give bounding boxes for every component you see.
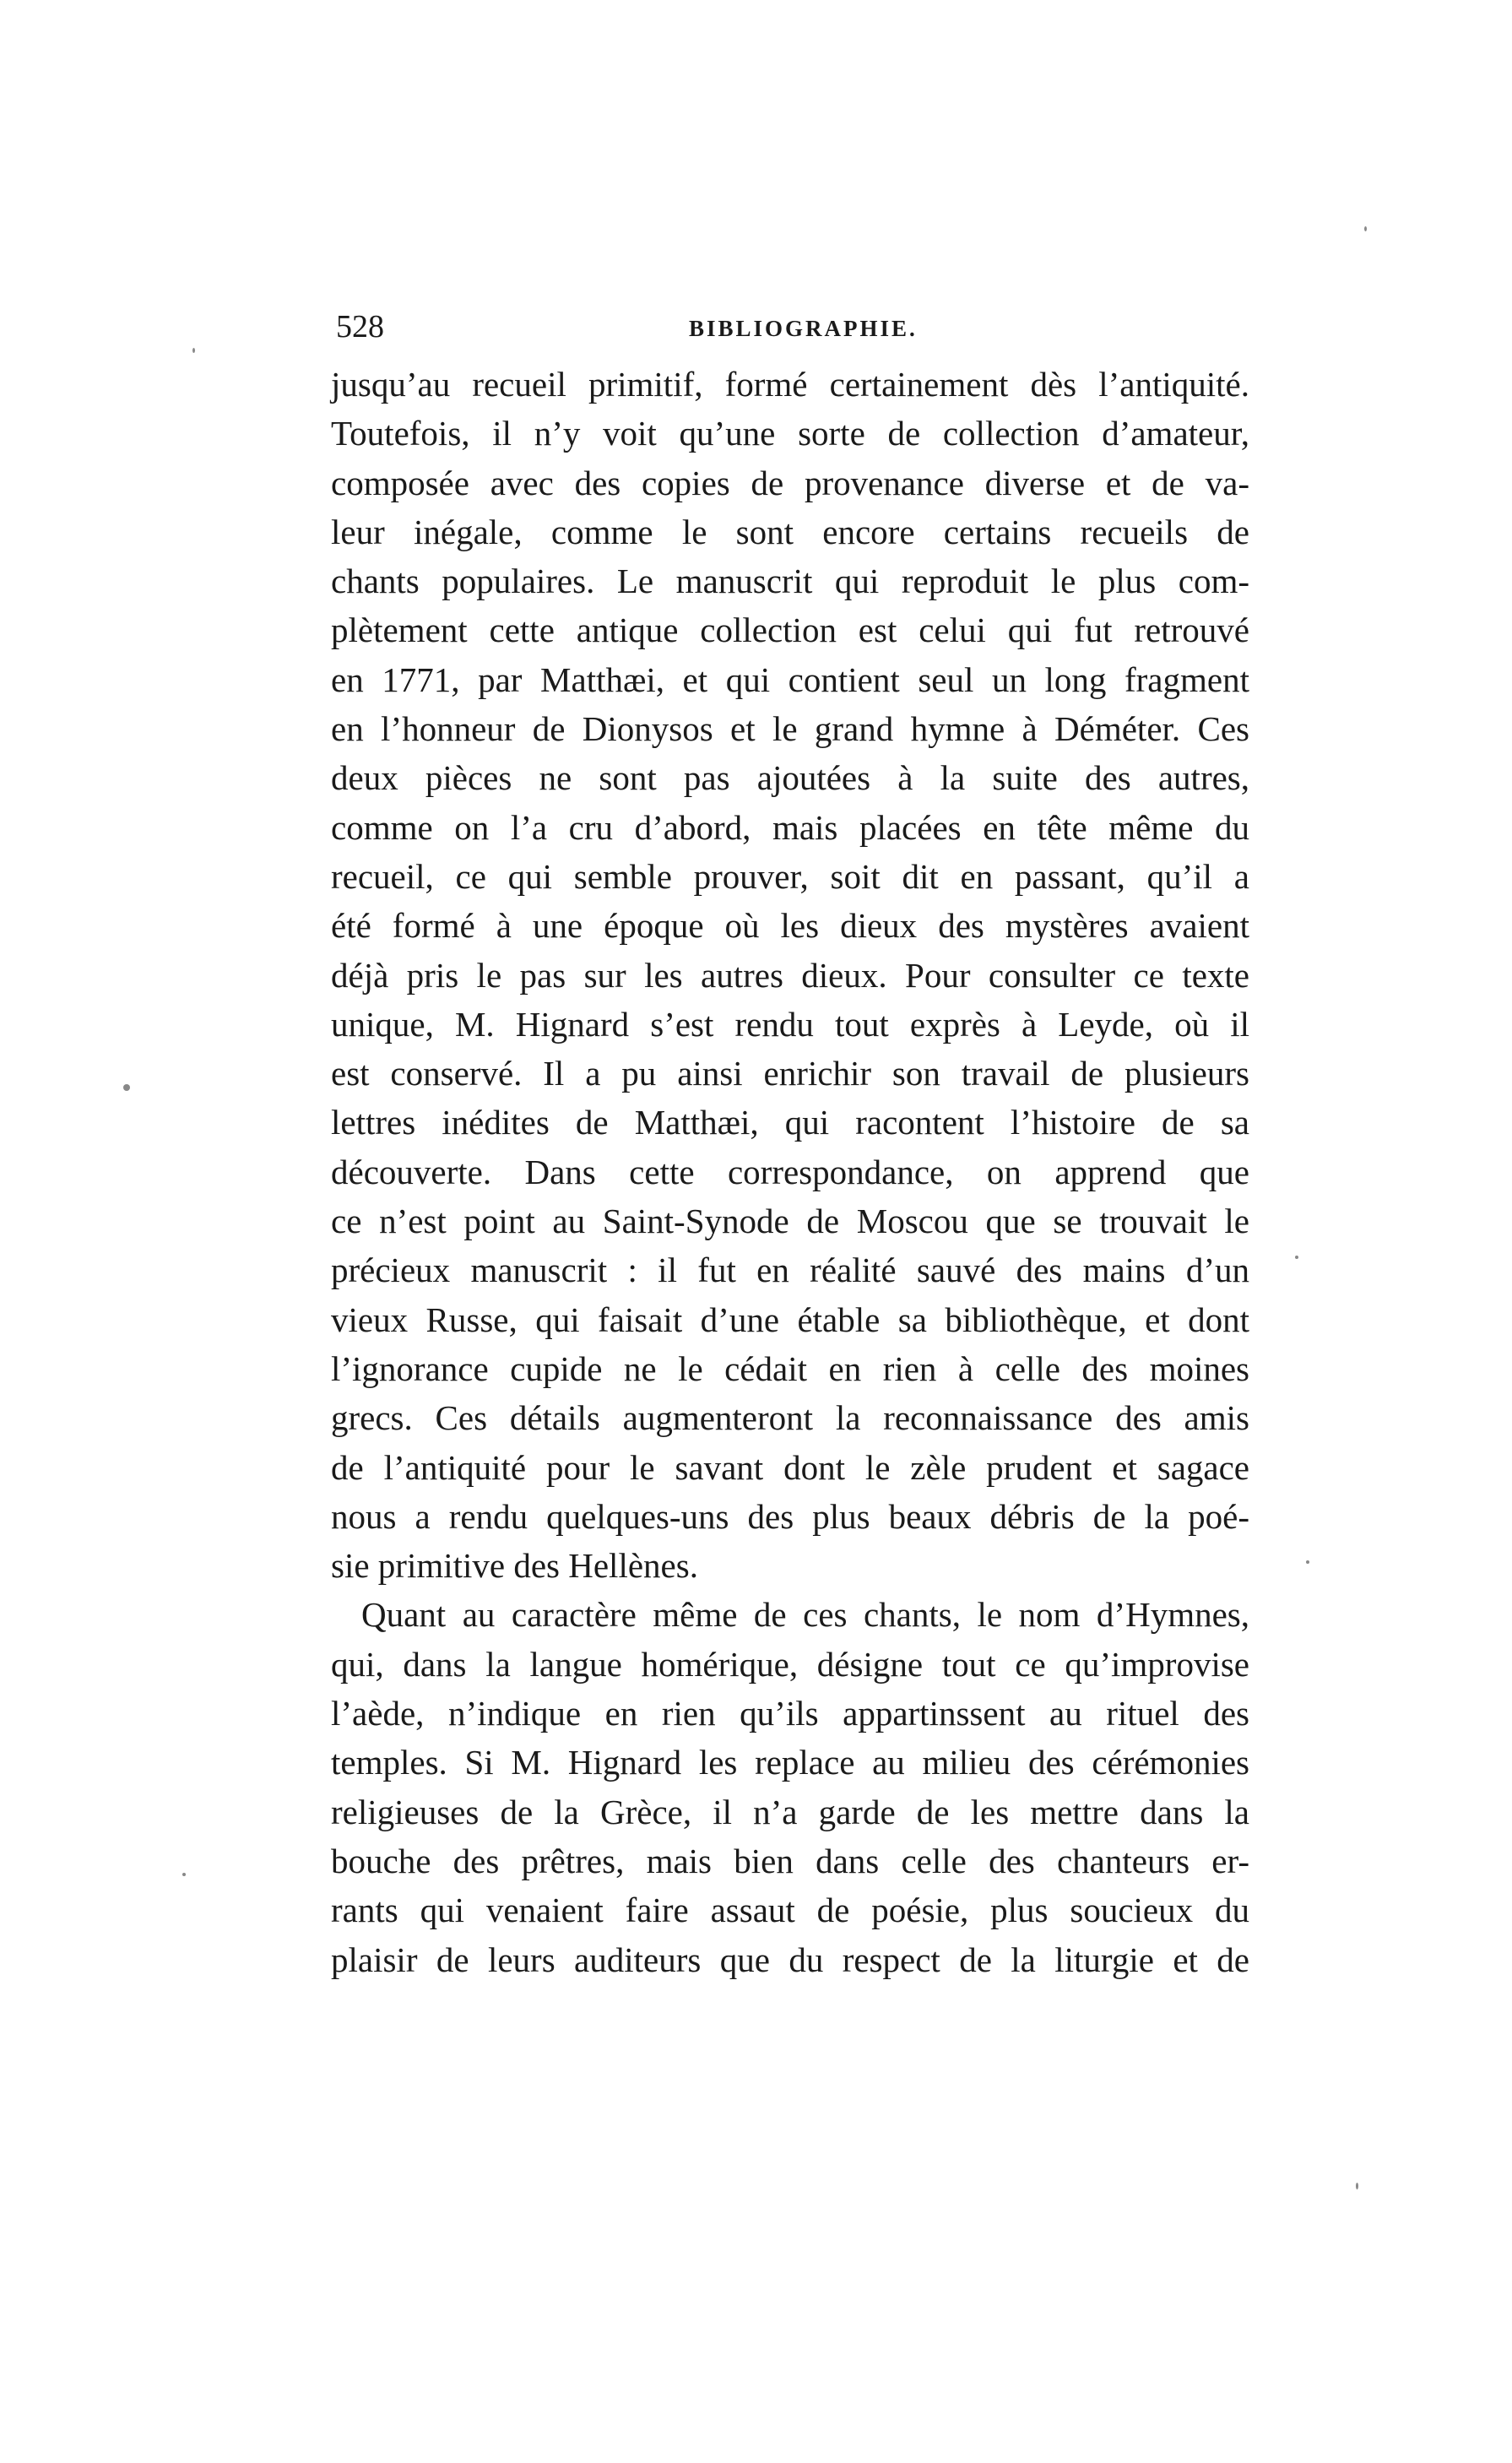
text-line: déjà pris le pas sur les autres dieux. Pour consulter ce texte [331,955,1249,995]
paragraph-1 [331,360,1249,1590]
text-line: chants populaires. Le manuscrit qui reproduit le plus com- [331,561,1249,601]
paper-speck [1295,1256,1298,1259]
text-line: unique, M. Hignard s’est rendu tout exprès à Leyde, où il [331,1004,1249,1044]
text-line: deux pièces ne sont pas ajoutées à la suite des autres, [331,758,1249,798]
text-line: en 1771, par Matthæi, et qui contient seul un long fragment [331,659,1249,699]
text-line: nous a rendu quelques-uns des plus beaux débris de la poé- [331,1496,1249,1536]
text-line: lettres inédites de Matthæi, qui racontent l’histoire de sa [331,1103,1249,1142]
text-line: vieux Russe, qui faisait d’une étable sa bibliothèque, et dont [331,1299,1249,1339]
text-line: grecs. Ces détails augmenteront la reconnaissance des amis [331,1398,1249,1438]
text-line: découverte. Dans cette correspondance, on apprend que [331,1152,1249,1191]
text-line: ce n’est point au Saint-Synode de Moscou que se trouvait le [331,1202,1249,1241]
paper-speck [123,1084,130,1091]
text-line: précieux manuscrit : il fut en réalité sauvé des mains d’un [331,1250,1249,1290]
paper-speck [1364,226,1367,231]
text-line: comme on l’a cru d’abord, mais placées en tête même du [331,807,1249,847]
paper-speck [182,1873,186,1876]
text-line: sie primitive des Hellènes. [331,1546,698,1586]
text-line: composée avec des copies de provenance diverse et de va- [331,463,1249,502]
text-line: l’ignorance cupide ne le cédait en rien à celle des moines [331,1348,1249,1388]
text-line: religieuses de la Grèce, il n’a garde de les mettre dans la [331,1792,1249,1831]
text-line: leur inégale, comme le sont encore certains recueils de [331,512,1249,551]
body-text [331,360,1249,1984]
paper-speck [192,348,195,353]
running-head: BIBLIOGRAPHIE. [689,316,918,341]
paper-speck [1356,2183,1358,2189]
text-line: de l’antiquité pour le savant dont le zèle prudent et sagace [331,1447,1249,1487]
text-line: recueil, ce qui semble prouver, soit dit en passant, qu’il a [331,856,1249,896]
text-line: Toutefois, il n’y voit qu’une sorte de collection d’amateur, [331,414,1249,453]
page-number: 528 [336,309,384,344]
text-line: été formé à une époque où les dieux des mystères avaient [331,906,1249,946]
text-line: temples. Si M. Hignard les replace au milieu des cérémonies [331,1743,1249,1782]
paper-speck [1306,1560,1309,1564]
text-line: bouche des prêtres, mais bien dans celle des chanteurs er- [331,1841,1249,1880]
paragraph-2 [331,1590,1249,1983]
text-line: qui, dans la langue homérique, désigne tout ce qu’improvise [331,1644,1249,1684]
text-line: en l’honneur de Dionysos et le grand hymne à Déméter. Ces [331,709,1249,749]
text-line: plaisir de leurs auditeurs que du respect de la liturgie et de [331,1939,1249,1979]
text-line: est conservé. Il a pu ainsi enrichir son travail de plusieurs [331,1054,1249,1093]
text-line: l’aède, n’indique en rien qu’ils appartinssent au rituel des [331,1694,1249,1733]
text-line: Quant au caractère même de ces chants, le nom d’Hymnes, [361,1595,1249,1635]
text-line: rants qui venaient faire assaut de poésie, plus soucieux du [331,1891,1249,1930]
page-header [336,306,1180,348]
text-line: jusqu’au recueil primitif, formé certainement dès l’antiquité. [331,365,1249,404]
text-line: plètement cette antique collection est celui qui fut retrouvé [331,610,1249,650]
